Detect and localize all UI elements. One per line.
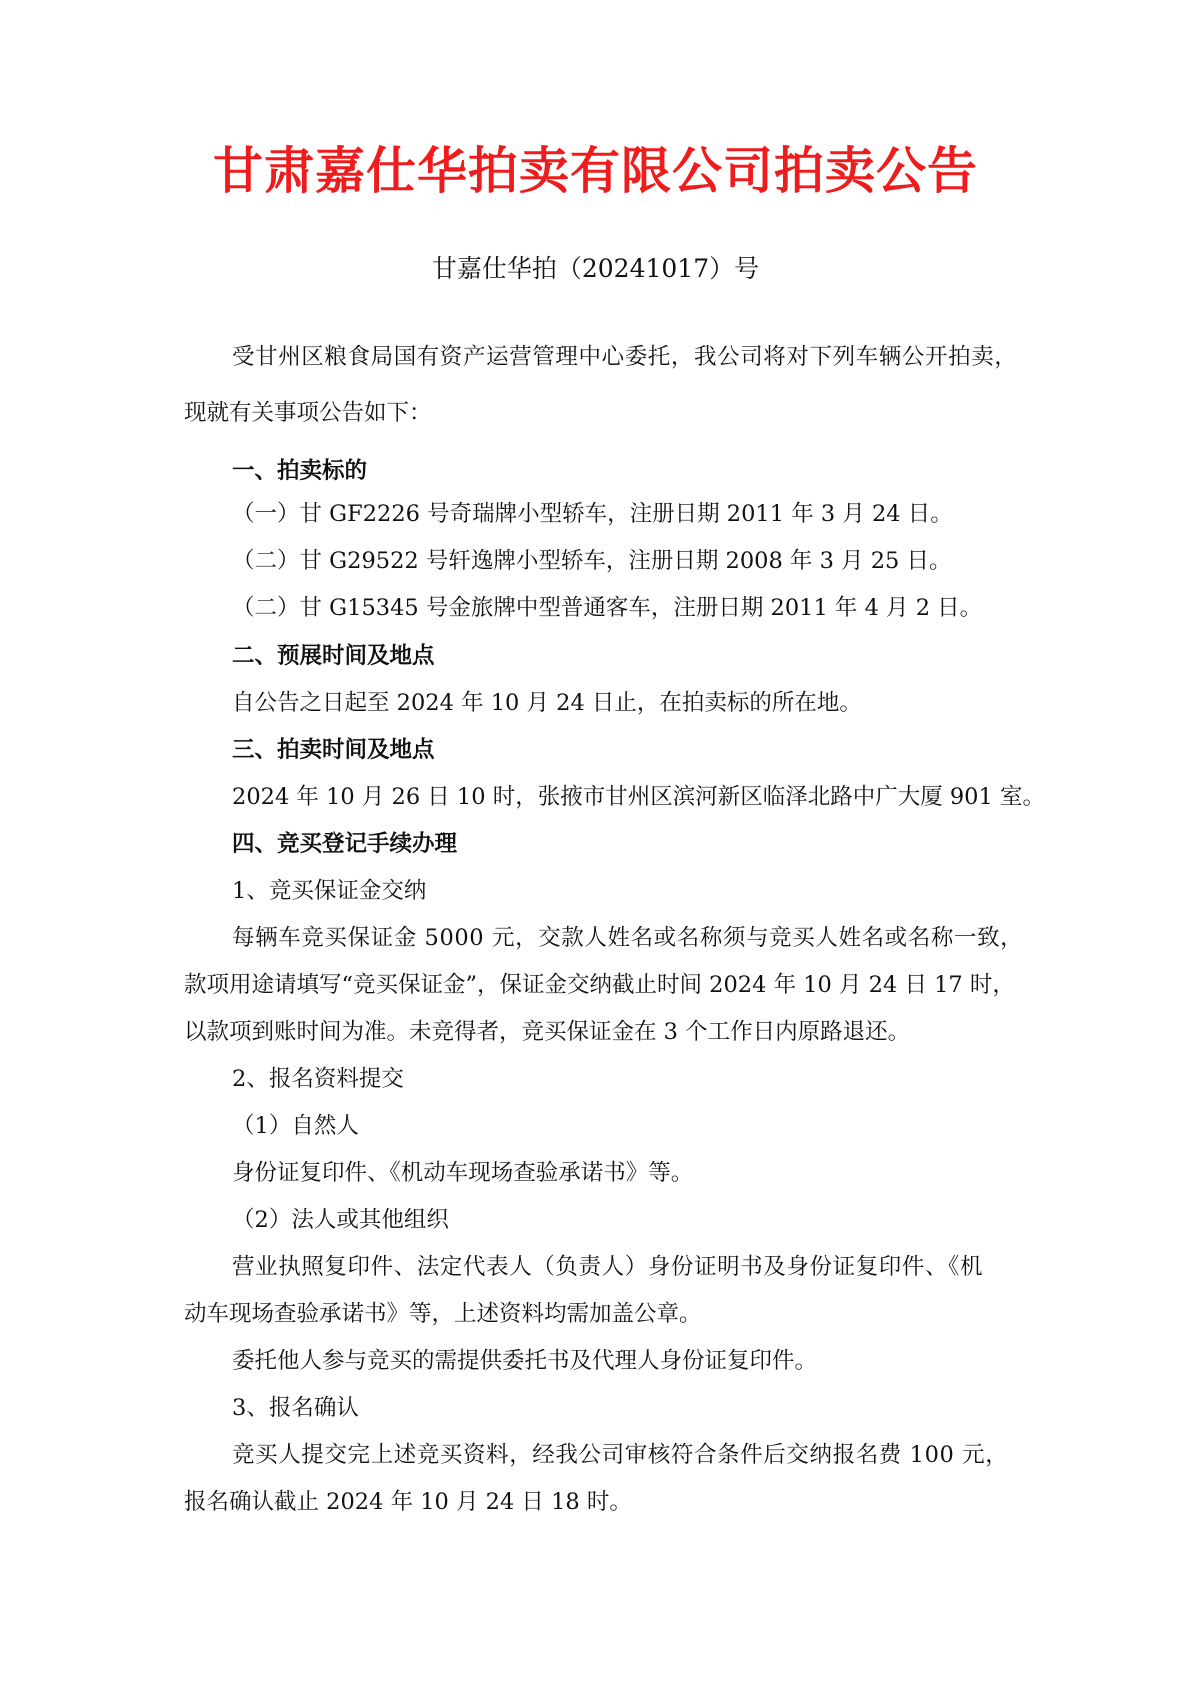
- natural-person-text: 身份证复印件、《机动车现场查验承诺书》等。: [232, 1160, 694, 1186]
- section-heading-registration: 四、竞买登记手续办理: [232, 831, 458, 857]
- legal-entity-line-2: 动车现场查验承诺书》等，上述资料均需加盖公章。: [184, 1301, 702, 1327]
- intro-line-2: 现就有关事项公告如下：: [184, 400, 432, 426]
- legal-entity-label: （2）法人或其他组织: [232, 1207, 449, 1233]
- section-heading-auction-items: 一、拍卖标的: [232, 458, 368, 484]
- subheading-confirmation: 3、报名确认: [232, 1395, 359, 1421]
- document-number: 甘嘉仕华拍（20241017）号: [431, 254, 760, 283]
- proxy-text: 委托他人参与竞买的需提供委托书及代理人身份证复印件。: [232, 1348, 818, 1374]
- legal-entity-line-1: 营业执照复印件、法定代表人（负责人）身份证明书及身份证复印件、《机: [232, 1254, 984, 1280]
- intro-line-1: 受甘州区粮食局国有资产运营管理中心委托，我公司将对下列车辆公开拍卖，: [232, 344, 1018, 370]
- subheading-deposit: 1、竞买保证金交纳: [232, 878, 427, 904]
- subheading-documents: 2、报名资料提交: [232, 1066, 404, 1092]
- confirmation-line-1: 竞买人提交完上述竞买资料，经我公司审核符合条件后交纳报名费 100 元，: [232, 1442, 1009, 1468]
- section-heading-preview: 二、预展时间及地点: [232, 643, 435, 669]
- notice-title: 甘肃嘉仕华拍卖有限公司拍卖公告: [213, 142, 978, 200]
- auction-item: （一）甘 GF2226 号奇瑞牌小型轿车，注册日期 2011 年 3 月 24 日。: [232, 501, 953, 527]
- auction-item: （二）甘 G15345 号金旅牌中型普通客车，注册日期 2011 年 4 月 2 日。: [232, 595, 983, 621]
- auction-item: （二）甘 G29522 号轩逸牌小型轿车，注册日期 2008 年 3 月 25 日。: [232, 548, 952, 574]
- deposit-line-3: 以款项到账时间为准。未竞得者，竞买保证金在 3 个工作日内原路退还。: [184, 1019, 911, 1045]
- confirmation-line-2: 报名确认截止 2024 年 10 月 24 日 18 时。: [184, 1489, 632, 1515]
- auction-time-text: 2024 年 10 月 26 日 10 时，张掖市甘州区滨河新区临泽北路中广大厦 901 室。: [232, 784, 1045, 810]
- natural-person-label: （1）自然人: [232, 1113, 359, 1139]
- deposit-line-2: 款项用途请填写“竞买保证金”，保证金交纳截止时间 2024 年 10 月 24 日 17 时，: [184, 972, 1015, 998]
- preview-text: 自公告之日起至 2024 年 10 月 24 日止，在拍卖标的所在地。: [232, 690, 862, 716]
- section-heading-auction-time: 三、拍卖时间及地点: [232, 737, 435, 763]
- deposit-line-1: 每辆车竞买保证金 5000 元，交款人姓名或名称须与竞买人姓名或名称一致，: [232, 925, 1024, 951]
